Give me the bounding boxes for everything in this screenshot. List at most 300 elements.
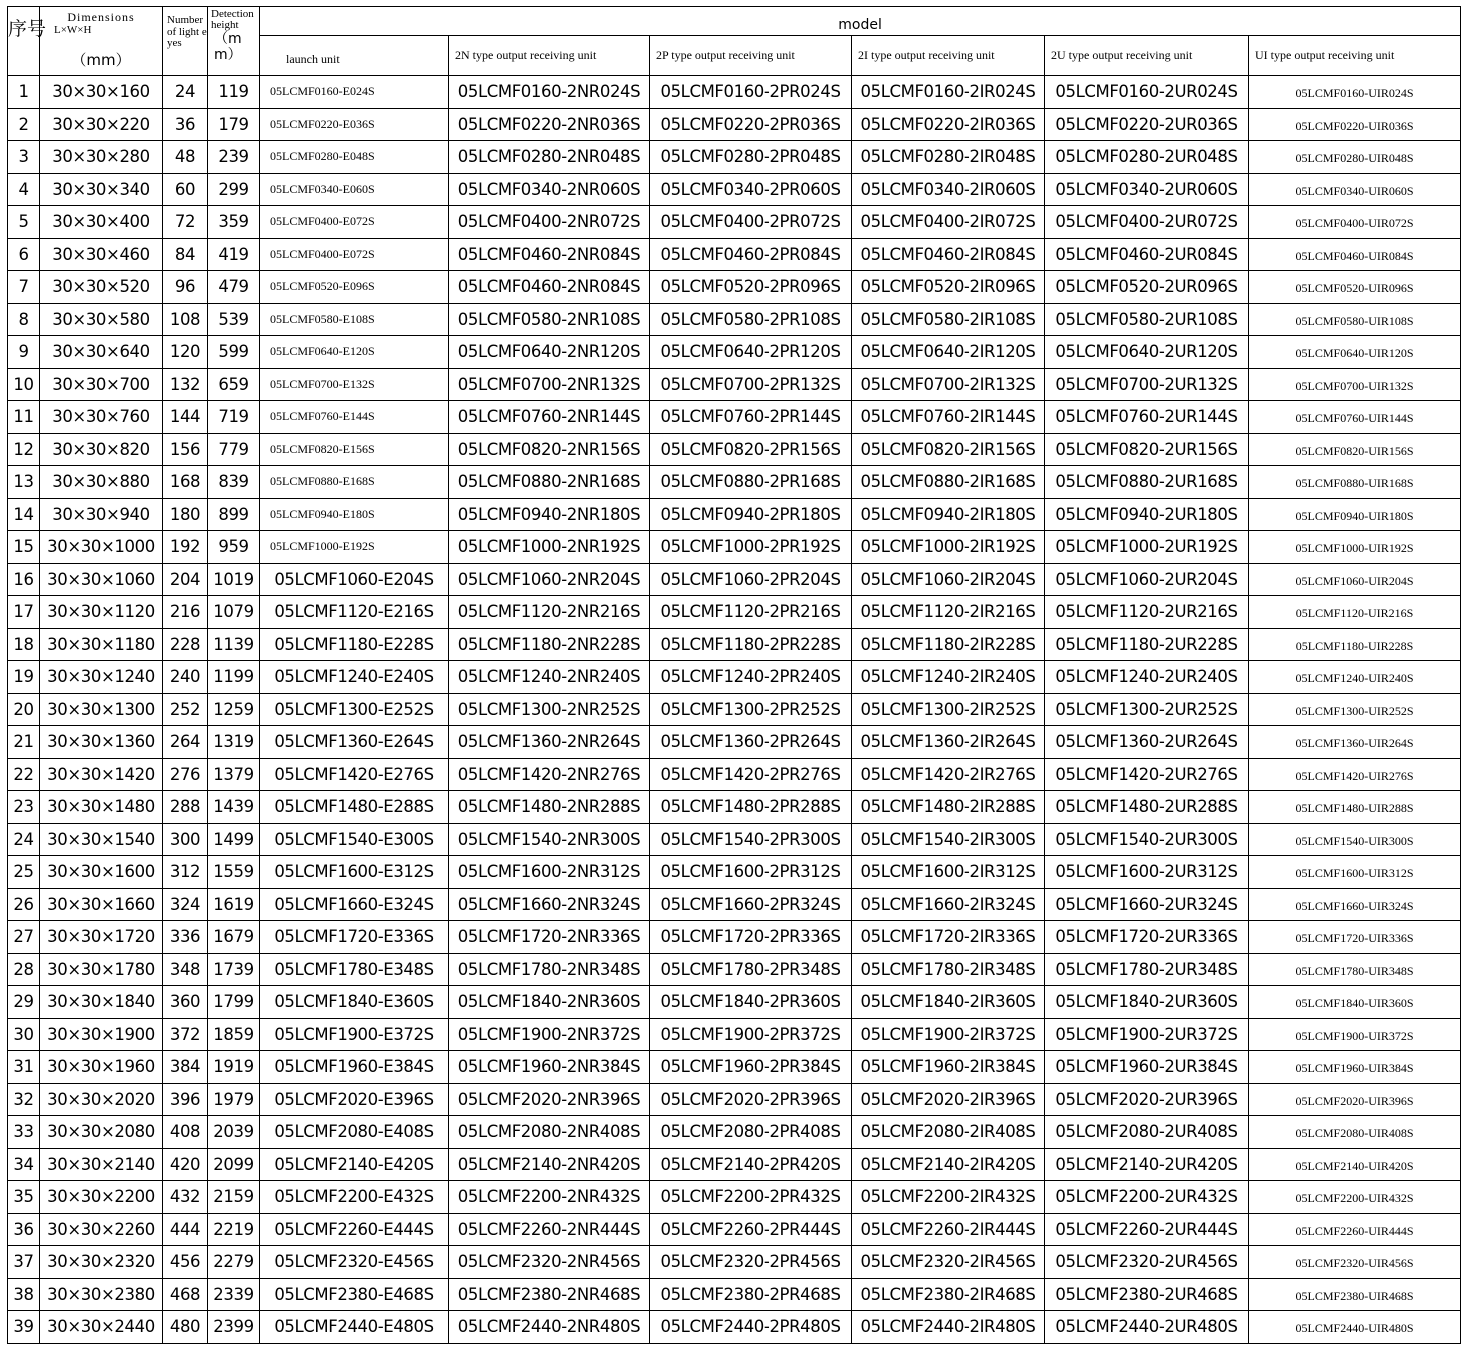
cell-2n: 05LCMF2440-2NR480S: [449, 1311, 650, 1344]
cell-2i: 05LCMF1720-2IR336S: [852, 921, 1045, 954]
table-body: [8, 76, 1461, 1344]
cell-dimensions: 30×30×1240: [40, 661, 163, 694]
cell-launch: 05LCMF2260-E444S: [260, 1213, 449, 1246]
cell-ui: 05LCMF2260-UIR444S: [1249, 1213, 1461, 1246]
cell-height: 1619: [208, 888, 260, 921]
header-launch-unit: launch unit: [260, 36, 449, 76]
cell-2u: 05LCMF1660-2UR324S: [1045, 888, 1249, 921]
cell-2n: 05LCMF1720-2NR336S: [449, 921, 650, 954]
cell-2i: 05LCMF1120-2IR216S: [852, 596, 1045, 629]
cell-2n: 05LCMF0700-2NR132S: [449, 368, 650, 401]
cell-2u: 05LCMF0640-2UR120S: [1045, 336, 1249, 369]
cell-seq: 29: [8, 986, 40, 1019]
cell-2i: 05LCMF1240-2IR240S: [852, 661, 1045, 694]
cell-eyes: 84: [163, 238, 208, 271]
cell-seq: 23: [8, 791, 40, 824]
cell-launch: 05LCMF1180-E228S: [260, 628, 449, 661]
cell-seq: 35: [8, 1181, 40, 1214]
cell-seq: 11: [8, 401, 40, 434]
cell-2p: 05LCMF0700-2PR132S: [650, 368, 852, 401]
cell-launch: 05LCMF0340-E060S: [260, 173, 449, 206]
cell-seq: 2: [8, 108, 40, 141]
table-row: [8, 271, 1461, 304]
cell-dimensions: 30×30×1780: [40, 953, 163, 986]
cell-2n: 05LCMF0460-2NR084S: [449, 238, 650, 271]
cell-dimensions: 30×30×2080: [40, 1116, 163, 1149]
header-row: [8, 7, 1461, 36]
cell-seq: 39: [8, 1311, 40, 1344]
cell-launch: 05LCMF0820-E156S: [260, 433, 449, 466]
cell-eyes: 204: [163, 563, 208, 596]
cell-dimensions: 30×30×1480: [40, 791, 163, 824]
cell-launch: 05LCMF1960-E384S: [260, 1051, 449, 1084]
cell-seq: 18: [8, 628, 40, 661]
cell-2u: 05LCMF1120-2UR216S: [1045, 596, 1249, 629]
cell-ui: 05LCMF0280-UIR048S: [1249, 141, 1461, 174]
cell-dimensions: 30×30×1300: [40, 693, 163, 726]
header-model: model: [260, 7, 1461, 36]
table-row: [8, 986, 1461, 1019]
cell-launch: 05LCMF1780-E348S: [260, 953, 449, 986]
cell-launch: 05LCMF0280-E048S: [260, 141, 449, 174]
table-row: [8, 141, 1461, 174]
cell-2n: 05LCMF0280-2NR048S: [449, 141, 650, 174]
cell-2u: 05LCMF1360-2UR264S: [1045, 726, 1249, 759]
cell-ui: 05LCMF1900-UIR372S: [1249, 1018, 1461, 1051]
cell-ui: 05LCMF0580-UIR108S: [1249, 303, 1461, 336]
cell-eyes: 168: [163, 466, 208, 499]
cell-2i: 05LCMF2200-2IR432S: [852, 1181, 1045, 1214]
cell-2p: 05LCMF1360-2PR264S: [650, 726, 852, 759]
cell-2p: 05LCMF0280-2PR048S: [650, 141, 852, 174]
cell-seq: 27: [8, 921, 40, 954]
cell-height: 1259: [208, 693, 260, 726]
cell-height: 779: [208, 433, 260, 466]
cell-2i: 05LCMF0400-2IR072S: [852, 206, 1045, 239]
cell-seq: 38: [8, 1278, 40, 1311]
cell-2n: 05LCMF2260-2NR444S: [449, 1213, 650, 1246]
cell-launch: 05LCMF2380-E468S: [260, 1278, 449, 1311]
cell-height: 1499: [208, 823, 260, 856]
cell-2p: 05LCMF2380-2PR468S: [650, 1278, 852, 1311]
header-2p-unit: 2P type output receiving unit: [650, 36, 852, 76]
cell-seq: 25: [8, 856, 40, 889]
cell-eyes: 300: [163, 823, 208, 856]
cell-2n: 05LCMF0220-2NR036S: [449, 108, 650, 141]
cell-eyes: 48: [163, 141, 208, 174]
table-row: [8, 433, 1461, 466]
cell-ui: 05LCMF0160-UIR024S: [1249, 76, 1461, 109]
cell-ui: 05LCMF1180-UIR228S: [1249, 628, 1461, 661]
table-row: [8, 368, 1461, 401]
cell-ui: 05LCMF1660-UIR324S: [1249, 888, 1461, 921]
cell-seq: 19: [8, 661, 40, 694]
cell-2n: 05LCMF0460-2NR084S: [449, 271, 650, 304]
cell-2i: 05LCMF0640-2IR120S: [852, 336, 1045, 369]
cell-launch: 05LCMF0880-E168S: [260, 466, 449, 499]
cell-seq: 13: [8, 466, 40, 499]
cell-2u: 05LCMF1720-2UR336S: [1045, 921, 1249, 954]
cell-eyes: 180: [163, 498, 208, 531]
cell-2u: 05LCMF1840-2UR360S: [1045, 986, 1249, 1019]
cell-launch: 05LCMF2200-E432S: [260, 1181, 449, 1214]
cell-eyes: 192: [163, 531, 208, 564]
cell-2n: 05LCMF1360-2NR264S: [449, 726, 650, 759]
cell-eyes: 312: [163, 856, 208, 889]
cell-2p: 05LCMF1060-2PR204S: [650, 563, 852, 596]
cell-2u: 05LCMF0940-2UR180S: [1045, 498, 1249, 531]
cell-2i: 05LCMF1480-2IR288S: [852, 791, 1045, 824]
cell-launch: 05LCMF0160-E024S: [260, 76, 449, 109]
cell-ui: 05LCMF2200-UIR432S: [1249, 1181, 1461, 1214]
cell-dimensions: 30×30×2020: [40, 1083, 163, 1116]
cell-ui: 05LCMF0700-UIR132S: [1249, 368, 1461, 401]
header-2n-unit: 2N type output receiving unit: [449, 36, 650, 76]
cell-dimensions: 30×30×520: [40, 271, 163, 304]
cell-launch: 05LCMF0580-E108S: [260, 303, 449, 336]
cell-2p: 05LCMF1720-2PR336S: [650, 921, 852, 954]
cell-2n: 05LCMF2140-2NR420S: [449, 1148, 650, 1181]
cell-dimensions: 30×30×1960: [40, 1051, 163, 1084]
cell-2i: 05LCMF0220-2IR036S: [852, 108, 1045, 141]
cell-eyes: 288: [163, 791, 208, 824]
cell-2u: 05LCMF1060-2UR204S: [1045, 563, 1249, 596]
cell-seq: 1: [8, 76, 40, 109]
table-row: [8, 1311, 1461, 1344]
cell-seq: 12: [8, 433, 40, 466]
cell-launch: 05LCMF0400-E072S: [260, 206, 449, 239]
cell-seq: 10: [8, 368, 40, 401]
table-row: [8, 108, 1461, 141]
cell-ui: 05LCMF0340-UIR060S: [1249, 173, 1461, 206]
cell-2u: 05LCMF1960-2UR384S: [1045, 1051, 1249, 1084]
cell-2n: 05LCMF1840-2NR360S: [449, 986, 650, 1019]
cell-launch: 05LCMF2020-E396S: [260, 1083, 449, 1116]
cell-height: 1799: [208, 986, 260, 1019]
cell-2p: 05LCMF1600-2PR312S: [650, 856, 852, 889]
cell-height: 1919: [208, 1051, 260, 1084]
cell-eyes: 336: [163, 921, 208, 954]
table-row: [8, 206, 1461, 239]
table-row: [8, 1148, 1461, 1181]
cell-height: 1379: [208, 758, 260, 791]
cell-height: 719: [208, 401, 260, 434]
cell-dimensions: 30×30×280: [40, 141, 163, 174]
cell-height: 1199: [208, 661, 260, 694]
cell-eyes: 264: [163, 726, 208, 759]
cell-height: 1979: [208, 1083, 260, 1116]
cell-2i: 05LCMF1900-2IR372S: [852, 1018, 1045, 1051]
cell-2u: 05LCMF2440-2UR480S: [1045, 1311, 1249, 1344]
cell-2u: 05LCMF0160-2UR024S: [1045, 76, 1249, 109]
cell-height: 2159: [208, 1181, 260, 1214]
cell-ui: 05LCMF2020-UIR396S: [1249, 1083, 1461, 1116]
cell-2i: 05LCMF0760-2IR144S: [852, 401, 1045, 434]
cell-seq: 32: [8, 1083, 40, 1116]
table-row: [8, 661, 1461, 694]
cell-eyes: 108: [163, 303, 208, 336]
cell-ui: 05LCMF2080-UIR408S: [1249, 1116, 1461, 1149]
cell-2p: 05LCMF0460-2PR084S: [650, 238, 852, 271]
cell-2n: 05LCMF2020-2NR396S: [449, 1083, 650, 1116]
header-ui-unit: UI type output receiving unit: [1249, 36, 1461, 76]
cell-eyes: 324: [163, 888, 208, 921]
cell-2p: 05LCMF2200-2PR432S: [650, 1181, 852, 1214]
cell-launch: 05LCMF0400-E072S: [260, 238, 449, 271]
cell-2n: 05LCMF1480-2NR288S: [449, 791, 650, 824]
cell-height: 659: [208, 368, 260, 401]
cell-2p: 05LCMF0160-2PR024S: [650, 76, 852, 109]
table-row: [8, 303, 1461, 336]
cell-launch: 05LCMF0760-E144S: [260, 401, 449, 434]
cell-launch: 05LCMF0640-E120S: [260, 336, 449, 369]
cell-seq: 22: [8, 758, 40, 791]
cell-ui: 05LCMF1960-UIR384S: [1249, 1051, 1461, 1084]
cell-2p: 05LCMF2440-2PR480S: [650, 1311, 852, 1344]
cell-2u: 05LCMF1000-2UR192S: [1045, 531, 1249, 564]
cell-dimensions: 30×30×940: [40, 498, 163, 531]
cell-dimensions: 30×30×1180: [40, 628, 163, 661]
table-row: [8, 1181, 1461, 1214]
cell-height: 1739: [208, 953, 260, 986]
cell-2p: 05LCMF2260-2PR444S: [650, 1213, 852, 1246]
table-row: [8, 1083, 1461, 1116]
cell-height: 599: [208, 336, 260, 369]
cell-seq: 24: [8, 823, 40, 856]
table-row: [8, 498, 1461, 531]
spec-table: [7, 6, 1461, 1344]
table-row: [8, 628, 1461, 661]
cell-2p: 05LCMF1000-2PR192S: [650, 531, 852, 564]
cell-ui: 05LCMF0520-UIR096S: [1249, 271, 1461, 304]
cell-launch: 05LCMF1120-E216S: [260, 596, 449, 629]
cell-2u: 05LCMF2380-2UR468S: [1045, 1278, 1249, 1311]
cell-seq: 34: [8, 1148, 40, 1181]
cell-2i: 05LCMF0340-2IR060S: [852, 173, 1045, 206]
cell-eyes: 156: [163, 433, 208, 466]
cell-dimensions: 30×30×1360: [40, 726, 163, 759]
cell-height: 1439: [208, 791, 260, 824]
cell-launch: 05LCMF0940-E180S: [260, 498, 449, 531]
cell-2i: 05LCMF2380-2IR468S: [852, 1278, 1045, 1311]
cell-height: 1859: [208, 1018, 260, 1051]
cell-ui: 05LCMF0820-UIR156S: [1249, 433, 1461, 466]
cell-2p: 05LCMF1780-2PR348S: [650, 953, 852, 986]
cell-2n: 05LCMF0160-2NR024S: [449, 76, 650, 109]
cell-launch: 05LCMF1000-E192S: [260, 531, 449, 564]
cell-2n: 05LCMF0400-2NR072S: [449, 206, 650, 239]
cell-eyes: 132: [163, 368, 208, 401]
cell-dimensions: 30×30×1900: [40, 1018, 163, 1051]
cell-eyes: 456: [163, 1246, 208, 1279]
cell-2p: 05LCMF1480-2PR288S: [650, 791, 852, 824]
cell-dimensions: 30×30×1600: [40, 856, 163, 889]
cell-2n: 05LCMF1660-2NR324S: [449, 888, 650, 921]
table-row: [8, 1278, 1461, 1311]
cell-eyes: 468: [163, 1278, 208, 1311]
cell-eyes: 408: [163, 1116, 208, 1149]
table-row: [8, 563, 1461, 596]
cell-height: 419: [208, 238, 260, 271]
cell-launch: 05LCMF1840-E360S: [260, 986, 449, 1019]
cell-eyes: 348: [163, 953, 208, 986]
cell-ui: 05LCMF1000-UIR192S: [1249, 531, 1461, 564]
cell-launch: 05LCMF1900-E372S: [260, 1018, 449, 1051]
table-row: [8, 1213, 1461, 1246]
cell-2n: 05LCMF2320-2NR456S: [449, 1246, 650, 1279]
cell-2p: 05LCMF1240-2PR240S: [650, 661, 852, 694]
cell-seq: 7: [8, 271, 40, 304]
cell-height: 2219: [208, 1213, 260, 1246]
cell-eyes: 120: [163, 336, 208, 369]
cell-2i: 05LCMF1360-2IR264S: [852, 726, 1045, 759]
cell-height: 2099: [208, 1148, 260, 1181]
table-row: [8, 596, 1461, 629]
cell-2u: 05LCMF2080-2UR408S: [1045, 1116, 1249, 1149]
table-row: [8, 823, 1461, 856]
cell-eyes: 444: [163, 1213, 208, 1246]
cell-2u: 05LCMF1540-2UR300S: [1045, 823, 1249, 856]
cell-eyes: 480: [163, 1311, 208, 1344]
cell-ui: 05LCMF0880-UIR168S: [1249, 466, 1461, 499]
cell-launch: 05LCMF2140-E420S: [260, 1148, 449, 1181]
cell-dimensions: 30×30×2260: [40, 1213, 163, 1246]
cell-seq: 30: [8, 1018, 40, 1051]
cell-2n: 05LCMF0880-2NR168S: [449, 466, 650, 499]
cell-2p: 05LCMF0220-2PR036S: [650, 108, 852, 141]
cell-ui: 05LCMF1780-UIR348S: [1249, 953, 1461, 986]
cell-eyes: 384: [163, 1051, 208, 1084]
cell-launch: 05LCMF1600-E312S: [260, 856, 449, 889]
cell-height: 359: [208, 206, 260, 239]
cell-seq: 17: [8, 596, 40, 629]
cell-ui: 05LCMF0640-UIR120S: [1249, 336, 1461, 369]
cell-ui: 05LCMF1300-UIR252S: [1249, 693, 1461, 726]
cell-2i: 05LCMF0520-2IR096S: [852, 271, 1045, 304]
cell-height: 839: [208, 466, 260, 499]
cell-launch: 05LCMF1060-E204S: [260, 563, 449, 596]
cell-2u: 05LCMF1780-2UR348S: [1045, 953, 1249, 986]
cell-2i: 05LCMF1960-2IR384S: [852, 1051, 1045, 1084]
cell-dimensions: 30×30×1840: [40, 986, 163, 1019]
header-dimensions-title: Dimensions: [67, 10, 135, 24]
cell-launch: 05LCMF0700-E132S: [260, 368, 449, 401]
cell-seq: 26: [8, 888, 40, 921]
cell-eyes: 36: [163, 108, 208, 141]
cell-dimensions: 30×30×580: [40, 303, 163, 336]
cell-2i: 05LCMF1420-2IR276S: [852, 758, 1045, 791]
cell-seq: 15: [8, 531, 40, 564]
cell-2i: 05LCMF0280-2IR048S: [852, 141, 1045, 174]
cell-dimensions: 30×30×1120: [40, 596, 163, 629]
cell-2u: 05LCMF0580-2UR108S: [1045, 303, 1249, 336]
cell-dimensions: 30×30×2440: [40, 1311, 163, 1344]
cell-2i: 05LCMF0820-2IR156S: [852, 433, 1045, 466]
cell-height: 2279: [208, 1246, 260, 1279]
cell-2u: 05LCMF0760-2UR144S: [1045, 401, 1249, 434]
cell-dimensions: 30×30×2140: [40, 1148, 163, 1181]
cell-launch: 05LCMF2440-E480S: [260, 1311, 449, 1344]
table-row: [8, 791, 1461, 824]
table-row: [8, 921, 1461, 954]
cell-2i: 05LCMF1000-2IR192S: [852, 531, 1045, 564]
cell-2p: 05LCMF1900-2PR372S: [650, 1018, 852, 1051]
cell-2u: 05LCMF0280-2UR048S: [1045, 141, 1249, 174]
cell-2p: 05LCMF0340-2PR060S: [650, 173, 852, 206]
cell-dimensions: 30×30×160: [40, 76, 163, 109]
table-row: [8, 401, 1461, 434]
cell-eyes: 216: [163, 596, 208, 629]
cell-2u: 05LCMF1900-2UR372S: [1045, 1018, 1249, 1051]
cell-seq: 9: [8, 336, 40, 369]
cell-ui: 05LCMF2140-UIR420S: [1249, 1148, 1461, 1181]
cell-2n: 05LCMF1120-2NR216S: [449, 596, 650, 629]
cell-2n: 05LCMF0820-2NR156S: [449, 433, 650, 466]
cell-seq: 37: [8, 1246, 40, 1279]
cell-2n: 05LCMF1240-2NR240S: [449, 661, 650, 694]
header-detection: [208, 7, 260, 76]
cell-seq: 6: [8, 238, 40, 271]
cell-seq: 16: [8, 563, 40, 596]
cell-ui: 05LCMF1840-UIR360S: [1249, 986, 1461, 1019]
cell-eyes: 24: [163, 76, 208, 109]
cell-ui: 05LCMF1480-UIR288S: [1249, 791, 1461, 824]
cell-eyes: 420: [163, 1148, 208, 1181]
cell-height: 1319: [208, 726, 260, 759]
cell-dimensions: 30×30×220: [40, 108, 163, 141]
table-row: [8, 758, 1461, 791]
cell-2u: 05LCMF0460-2UR084S: [1045, 238, 1249, 271]
cell-eyes: 228: [163, 628, 208, 661]
cell-2i: 05LCMF0880-2IR168S: [852, 466, 1045, 499]
cell-ui: 05LCMF1240-UIR240S: [1249, 661, 1461, 694]
cell-2n: 05LCMF1420-2NR276S: [449, 758, 650, 791]
header-2i-unit: 2I type output receiving unit: [852, 36, 1045, 76]
cell-eyes: 252: [163, 693, 208, 726]
cell-2p: 05LCMF1120-2PR216S: [650, 596, 852, 629]
cell-ui: 05LCMF0460-UIR084S: [1249, 238, 1461, 271]
cell-2i: 05LCMF1660-2IR324S: [852, 888, 1045, 921]
cell-launch: 05LCMF1240-E240S: [260, 661, 449, 694]
cell-dimensions: 30×30×640: [40, 336, 163, 369]
cell-dimensions: 30×30×400: [40, 206, 163, 239]
cell-2n: 05LCMF1600-2NR312S: [449, 856, 650, 889]
cell-2n: 05LCMF2380-2NR468S: [449, 1278, 650, 1311]
cell-height: 2399: [208, 1311, 260, 1344]
table-row: [8, 1246, 1461, 1279]
cell-2i: 05LCMF2320-2IR456S: [852, 1246, 1045, 1279]
cell-2u: 05LCMF2140-2UR420S: [1045, 1148, 1249, 1181]
cell-ui: 05LCMF1600-UIR312S: [1249, 856, 1461, 889]
cell-eyes: 360: [163, 986, 208, 1019]
cell-2n: 05LCMF0760-2NR144S: [449, 401, 650, 434]
cell-2p: 05LCMF1300-2PR252S: [650, 693, 852, 726]
cell-2n: 05LCMF1300-2NR252S: [449, 693, 650, 726]
cell-2u: 05LCMF0220-2UR036S: [1045, 108, 1249, 141]
cell-seq: 33: [8, 1116, 40, 1149]
cell-height: 2039: [208, 1116, 260, 1149]
cell-seq: 31: [8, 1051, 40, 1084]
cell-2p: 05LCMF1420-2PR276S: [650, 758, 852, 791]
header-seq: 序号: [8, 7, 40, 76]
cell-launch: 05LCMF1660-E324S: [260, 888, 449, 921]
header-dimensions: [40, 7, 163, 76]
cell-height: 1139: [208, 628, 260, 661]
cell-2p: 05LCMF1840-2PR360S: [650, 986, 852, 1019]
cell-dimensions: 30×30×700: [40, 368, 163, 401]
cell-dimensions: 30×30×820: [40, 433, 163, 466]
cell-ui: 05LCMF2380-UIR468S: [1249, 1278, 1461, 1311]
